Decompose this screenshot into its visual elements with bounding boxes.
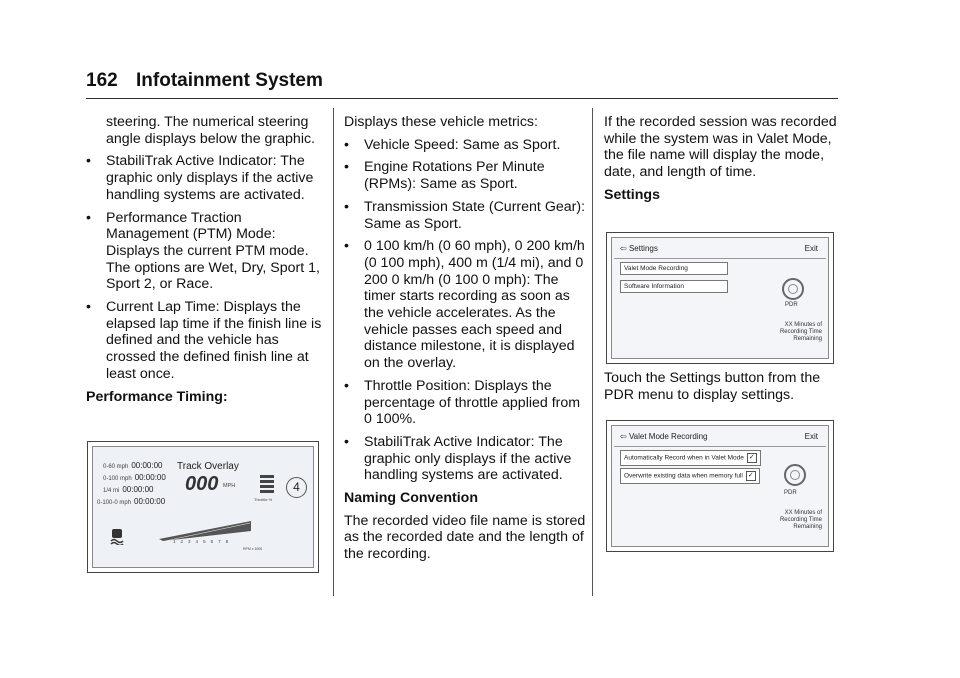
- list-item: [86, 210, 326, 294]
- valet-title-bar: [620, 432, 708, 441]
- exit-button[interactable]: Exit: [804, 244, 818, 253]
- valet-mode-screen: [611, 425, 829, 547]
- rpm-tick: 1: [173, 539, 181, 544]
- page-title: Infotainment System: [136, 70, 323, 91]
- section-heading: Naming Convention: [344, 490, 478, 507]
- speed-unit: MPH: [223, 483, 236, 489]
- list-item: [344, 238, 588, 372]
- rpm-tick: 6: [210, 539, 219, 544]
- valet-mode-figure: [606, 420, 834, 552]
- paragraph: The recorded video file name is stored as the recorded date and the length of the recording.: [344, 512, 586, 563]
- rpm-tick: 5: [203, 539, 211, 544]
- paragraph: Displays these vehicle metrics:: [344, 114, 538, 130]
- rpm-tick: 7: [218, 539, 226, 544]
- gear-indicator: 4: [286, 477, 307, 498]
- list-item-text: Performance Traction Management (PTM) Mode: Displays the current PTM mode. The options are Wet, Dry, Sport 1, Sport 2, or Race.: [106, 209, 320, 293]
- section-heading: Settings: [604, 186, 660, 203]
- timing-row: [103, 461, 163, 470]
- timing-value: 00:00:00: [131, 461, 163, 470]
- settings-title: Settings: [628, 244, 658, 253]
- divider: [614, 258, 826, 259]
- paragraph: steering. The numerical steering angle displays below the graphic.: [106, 114, 316, 147]
- bullet-glyph: •: [344, 377, 349, 394]
- speed-readout: 000: [185, 473, 219, 495]
- timing-row: [97, 497, 165, 506]
- timing-row: [103, 485, 153, 494]
- column-3-lower: [604, 370, 840, 409]
- list-item-text: StabiliTrak Active Indicator: The graphic only displays if the active handling systems are activated.: [364, 433, 572, 484]
- stabilitrak-icon: [109, 527, 125, 545]
- overwrite-data-option[interactable]: [620, 468, 760, 484]
- settings-figure: [606, 232, 834, 364]
- rpm-label: RPM x 1000: [243, 547, 263, 551]
- bullet-glyph: •: [86, 153, 91, 170]
- paragraph: If the recorded session was recorded while the system was in Valet Mode, the file name will display the mode, date, and length of time.: [604, 114, 837, 181]
- list-item: [344, 434, 588, 484]
- list-item-text: Vehicle Speed: Same as Sport.: [364, 136, 561, 153]
- timing-value: 00:00:00: [134, 473, 166, 482]
- bullet-glyph: •: [86, 209, 91, 226]
- timing-label: 0-60 mph: [103, 464, 129, 470]
- list-item-text: StabiliTrak Active Indicator: The graphic only displays if the active handling systems are activated.: [106, 153, 314, 203]
- list-item: [344, 137, 588, 154]
- list-item: [86, 299, 326, 383]
- bullet-glyph: •: [344, 198, 349, 215]
- back-arrow-icon[interactable]: ⇦: [620, 244, 627, 253]
- track-overlay-screen: [92, 446, 314, 568]
- list-item: [344, 378, 588, 428]
- list-item-text: Throttle Position: Displays the percentage of throttle applied from 0 100%.: [364, 377, 581, 428]
- recording-time-remaining: XX Minutes of Recording Time Remaining: [779, 510, 822, 530]
- header-rule: [86, 98, 838, 99]
- pdr-icon[interactable]: [782, 278, 804, 300]
- timing-value: 00:00:00: [122, 485, 154, 494]
- list-item-text: Current Lap Time: Displays the elapsed lap time if the finish line is defined and the vehicle has crossed the defined finish line at least once.: [106, 299, 322, 382]
- timing-label: 1/4 mi: [103, 488, 120, 494]
- overlay-title: Track Overlay: [177, 461, 239, 472]
- list-item: [86, 153, 326, 203]
- timing-value: 00:00:00: [134, 497, 166, 506]
- throttle-icon: [258, 473, 276, 495]
- column-divider-2: [592, 108, 593, 596]
- option-label: Overwrite existing data when memory full: [624, 472, 743, 480]
- rpm-tick: 8: [225, 539, 234, 544]
- list-item-text: 0 100 km/h (0 60 mph), 0 200 km/h (0 100 mph), 400 m (1/4 mi), and 0 200 0 km/h (0 100 0 mph): The timer starts recording as soon as the vehicle accelerates. As the vehicle passes each speed and distance milestone, it is displayed on the overlay.: [364, 238, 585, 372]
- settings-title-bar: [620, 244, 658, 253]
- rpm-tick: 3: [188, 539, 196, 544]
- valet-mode-recording-button[interactable]: Valet Mode Recording: [620, 262, 728, 275]
- auto-record-valet-option[interactable]: [620, 450, 761, 466]
- timing-label: 0-100-0 mph: [97, 500, 132, 506]
- divider: [614, 446, 826, 447]
- exit-button[interactable]: Exit: [804, 432, 818, 441]
- throttle-label: Throttle %: [254, 497, 273, 502]
- bullet-glyph: •: [344, 159, 349, 176]
- column-3: [604, 114, 840, 210]
- pdr-label: PDR: [785, 302, 798, 308]
- software-information-button[interactable]: Software Information: [620, 280, 728, 293]
- paragraph: Touch the Settings button from the PDR menu to display settings.: [604, 370, 821, 403]
- option-label: Automatically Record when in Valet Mode: [624, 454, 744, 462]
- bullet-glyph: •: [344, 136, 349, 153]
- valet-title: Valet Mode Recording: [628, 432, 708, 441]
- recording-time-remaining: XX Minutes of Recording Time Remaining: [779, 322, 822, 342]
- section-heading: Performance Timing:: [86, 388, 228, 405]
- rpm-ticks: [173, 539, 233, 544]
- list-item-text: Engine Rotations Per Minute (RPMs): Same as Sport.: [364, 159, 545, 193]
- pdr-label: PDR: [784, 490, 797, 496]
- page-header: [86, 70, 323, 92]
- checkmark-icon[interactable]: ✓: [747, 453, 757, 463]
- timing-label: 0-100 mph: [103, 476, 132, 482]
- checkmark-icon[interactable]: ✓: [746, 471, 756, 481]
- column-2: [344, 114, 588, 569]
- rpm-tick: 2: [180, 539, 189, 544]
- track-overlay-figure: [87, 441, 319, 573]
- rpm-tick: 4: [195, 539, 204, 544]
- list-item-text: Transmission State (Current Gear): Same as Sport.: [364, 198, 586, 232]
- bullet-glyph: •: [86, 299, 91, 316]
- back-arrow-icon[interactable]: ⇦: [620, 432, 627, 441]
- bullet-glyph: •: [344, 433, 349, 450]
- column-divider-1: [333, 108, 334, 596]
- timing-row: [103, 473, 166, 482]
- list-item: [344, 199, 588, 232]
- settings-screen: [611, 237, 829, 359]
- pdr-icon[interactable]: [784, 464, 806, 486]
- page-number: 162: [86, 70, 118, 91]
- column-1: [86, 114, 326, 411]
- list-item: [344, 159, 588, 192]
- bullet-glyph: •: [344, 238, 349, 255]
